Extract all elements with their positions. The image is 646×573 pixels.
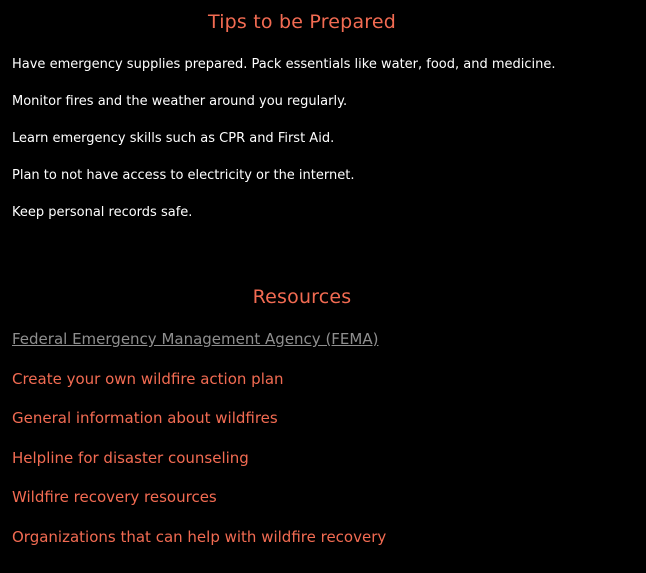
tips-section-title: Tips to be Prepared bbox=[207, 11, 397, 33]
tip-item: Have emergency supplies prepared. Pack essentials like water, food, and medicine. bbox=[12, 57, 556, 72]
resource-link-recovery-organizations[interactable]: Organizations that can help with wildfire recovery bbox=[12, 527, 387, 546]
resource-item bbox=[12, 448, 386, 488]
resource-item bbox=[12, 527, 386, 567]
tips-list bbox=[12, 56, 556, 241]
resources-section-title: Resources bbox=[252, 286, 352, 308]
tip-item: Keep personal records safe. bbox=[12, 205, 193, 220]
tip-item: Learn emergency skills such as CPR and First Aid. bbox=[12, 131, 335, 146]
resource-link-action-plan[interactable]: Create your own wildfire action plan bbox=[12, 369, 284, 388]
tip-item: Plan to not have access to electricity or the internet. bbox=[12, 168, 355, 183]
resource-item bbox=[12, 408, 386, 448]
resource-link-helpline[interactable]: Helpline for disaster counseling bbox=[12, 448, 249, 467]
resources-list bbox=[12, 329, 386, 567]
resource-item bbox=[12, 369, 386, 409]
resource-link-recovery-resources[interactable]: Wildfire recovery resources bbox=[12, 488, 217, 507]
resource-link-wildfire-info[interactable]: General information about wildfires bbox=[12, 409, 278, 428]
resource-item bbox=[12, 329, 386, 369]
resource-item bbox=[12, 487, 386, 527]
resource-link-fema[interactable]: Federal Emergency Management Agency (FEMA) bbox=[12, 330, 379, 348]
tip-item: Monitor fires and the weather around you regularly. bbox=[12, 94, 348, 109]
